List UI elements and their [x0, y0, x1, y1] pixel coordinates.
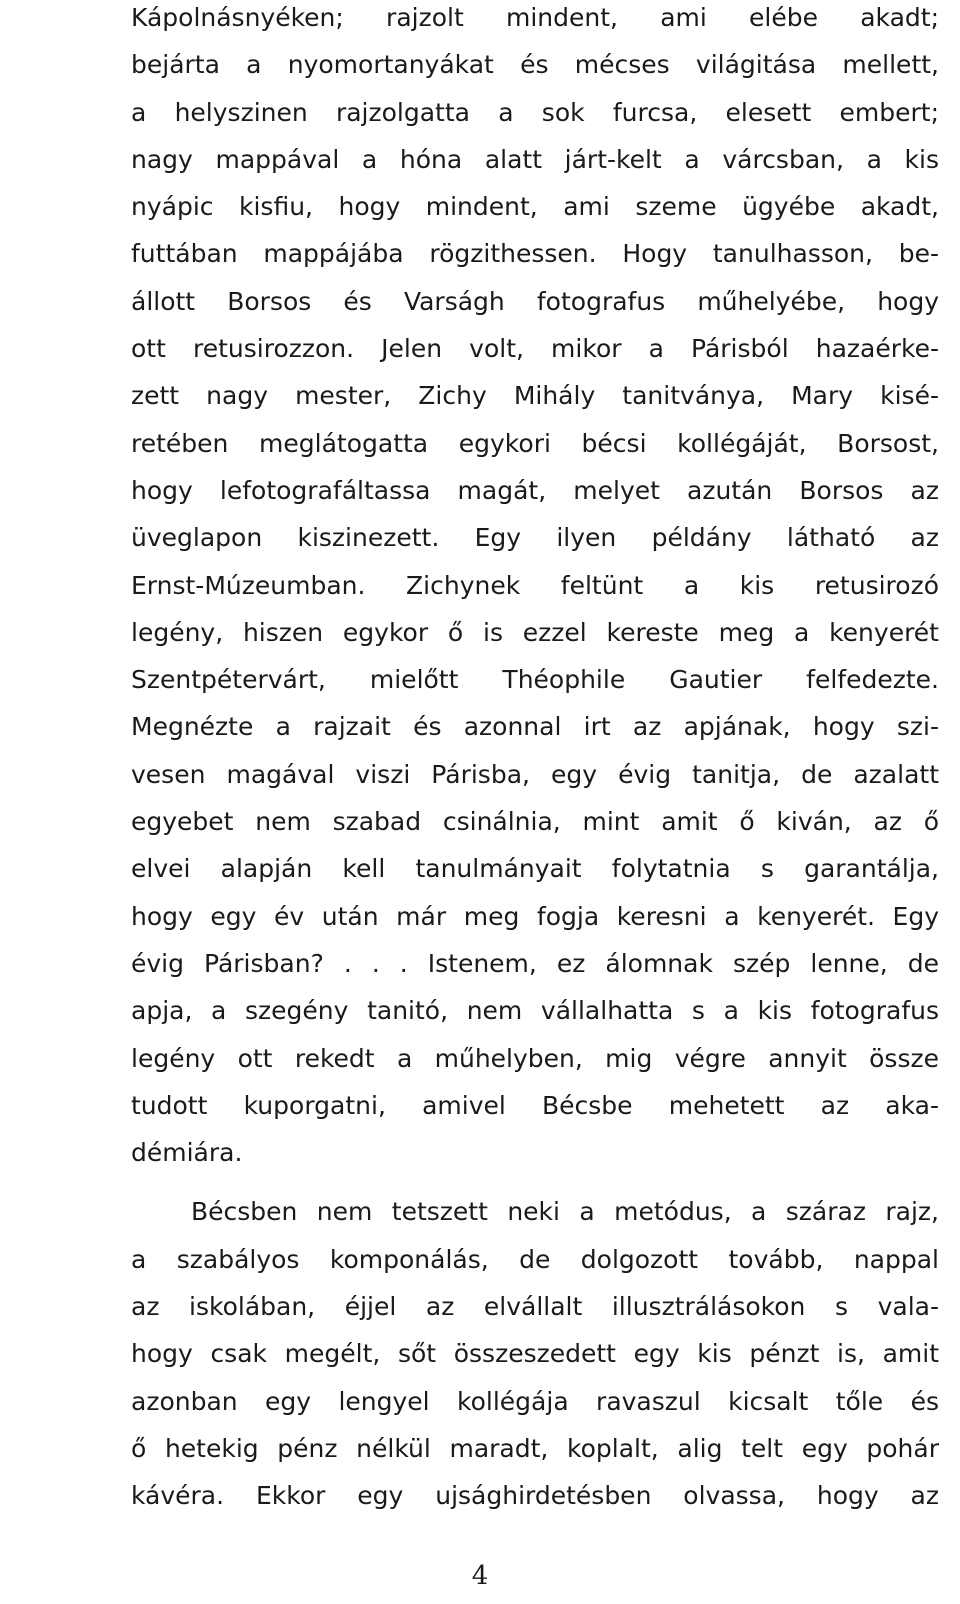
text-line: Bécsben nem tetszett neki a metódus, a száraz rajz,	[191, 1197, 939, 1227]
text-line: apja, a szegény tanitó, nem vállalhatta s a kis fotografus	[131, 996, 939, 1026]
page-number: 4	[471, 1561, 489, 1591]
text-line: ő hetekig pénz nélkül maradt, koplalt, alig telt egy pohár	[131, 1433, 939, 1463]
text-line: egyebet nem szabad csinálnia, mint amit ő kiván, az ő	[131, 807, 939, 837]
paragraph-1	[131, 0, 939, 1176]
text-line: tudott kuporgatni, amivel Bécsbe mehetett az aka-	[131, 1090, 939, 1120]
text-line: legény ott rekedt a műhelyben, mig végre annyit össze	[131, 1043, 939, 1073]
text-line: állott Borsos és Varságh fotografus műhelyébe, hogy	[131, 286, 939, 316]
text-line: Szentpétervárt, mielőtt Théophile Gautier felfedezte.	[131, 665, 939, 695]
text-line: retében meglátogatta egykori bécsi kollégáját, Borsost,	[131, 428, 939, 458]
page-body	[131, 0, 939, 1520]
text-line: a szabályos komponálás, de dolgozott tovább, nappal	[131, 1244, 939, 1274]
text-line: legény, hiszen egykor ő is ezzel kereste meg a kenyerét	[131, 617, 939, 647]
text-line: a helyszinen rajzolgatta a sok furcsa, elesett embert;	[131, 97, 939, 127]
text-line: nagy mappával a hóna alatt járt-kelt a várcsban, a kis	[131, 144, 939, 174]
text-line: démiára.	[131, 1138, 243, 1168]
text-line: évig Párisban? . . . Istenem, ez álomnak szép lenne, de	[131, 948, 939, 978]
text-line: bejárta a nyomortanyákat és mécses világitása mellett,	[131, 50, 939, 80]
text-line: nyápic kisfiu, hogy mindent, ami szeme ügyébe akadt,	[131, 192, 939, 222]
text-line: zett nagy mester, Zichy Mihály tanitványa, Mary kisé-	[131, 381, 939, 411]
text-line: kávéra. Ekkor egy ujsághirdetésben olvassa, hogy az	[131, 1481, 939, 1511]
text-line: hogy lefotografáltassa magát, melyet azután Borsos az	[131, 475, 939, 505]
text-line: Ernst-Múzeumban. Zichynek feltünt a kis retusirozó	[131, 570, 939, 600]
text-line: az iskolában, éjjel az elvállalt illusztrálásokon s vala-	[131, 1292, 939, 1322]
text-line: futtában mappájába rögzithessen. Hogy tanulhasson, be-	[131, 239, 939, 269]
text-line: hogy csak megélt, sőt összeszedett egy kis pénzt is, amit	[131, 1339, 939, 1369]
paragraph-2	[131, 1188, 939, 1519]
text-line: Megnézte a rajzait és azonnal irt az apjának, hogy szi-	[131, 712, 939, 742]
text-line: Kápolnásnyéken; rajzolt mindent, ami elébe akadt;	[131, 3, 939, 32]
text-line: azonban egy lengyel kollégája ravaszul kicsalt tőle és	[131, 1386, 939, 1416]
text-line: üveglapon kiszinezett. Egy ilyen példány látható az	[131, 523, 939, 553]
text-line: hogy egy év után már meg fogja keresni a kenyerét. Egy	[131, 901, 939, 931]
text-line: ott retusirozzon. Jelen volt, mikor a Párisból hazaérke-	[131, 334, 939, 364]
paragraph-gap	[131, 1176, 939, 1188]
text-line: vesen magával viszi Párisba, egy évig tanitja, de azalatt	[131, 759, 939, 789]
text-line: elvei alapján kell tanulmányait folytatnia s garantálja,	[131, 854, 939, 884]
